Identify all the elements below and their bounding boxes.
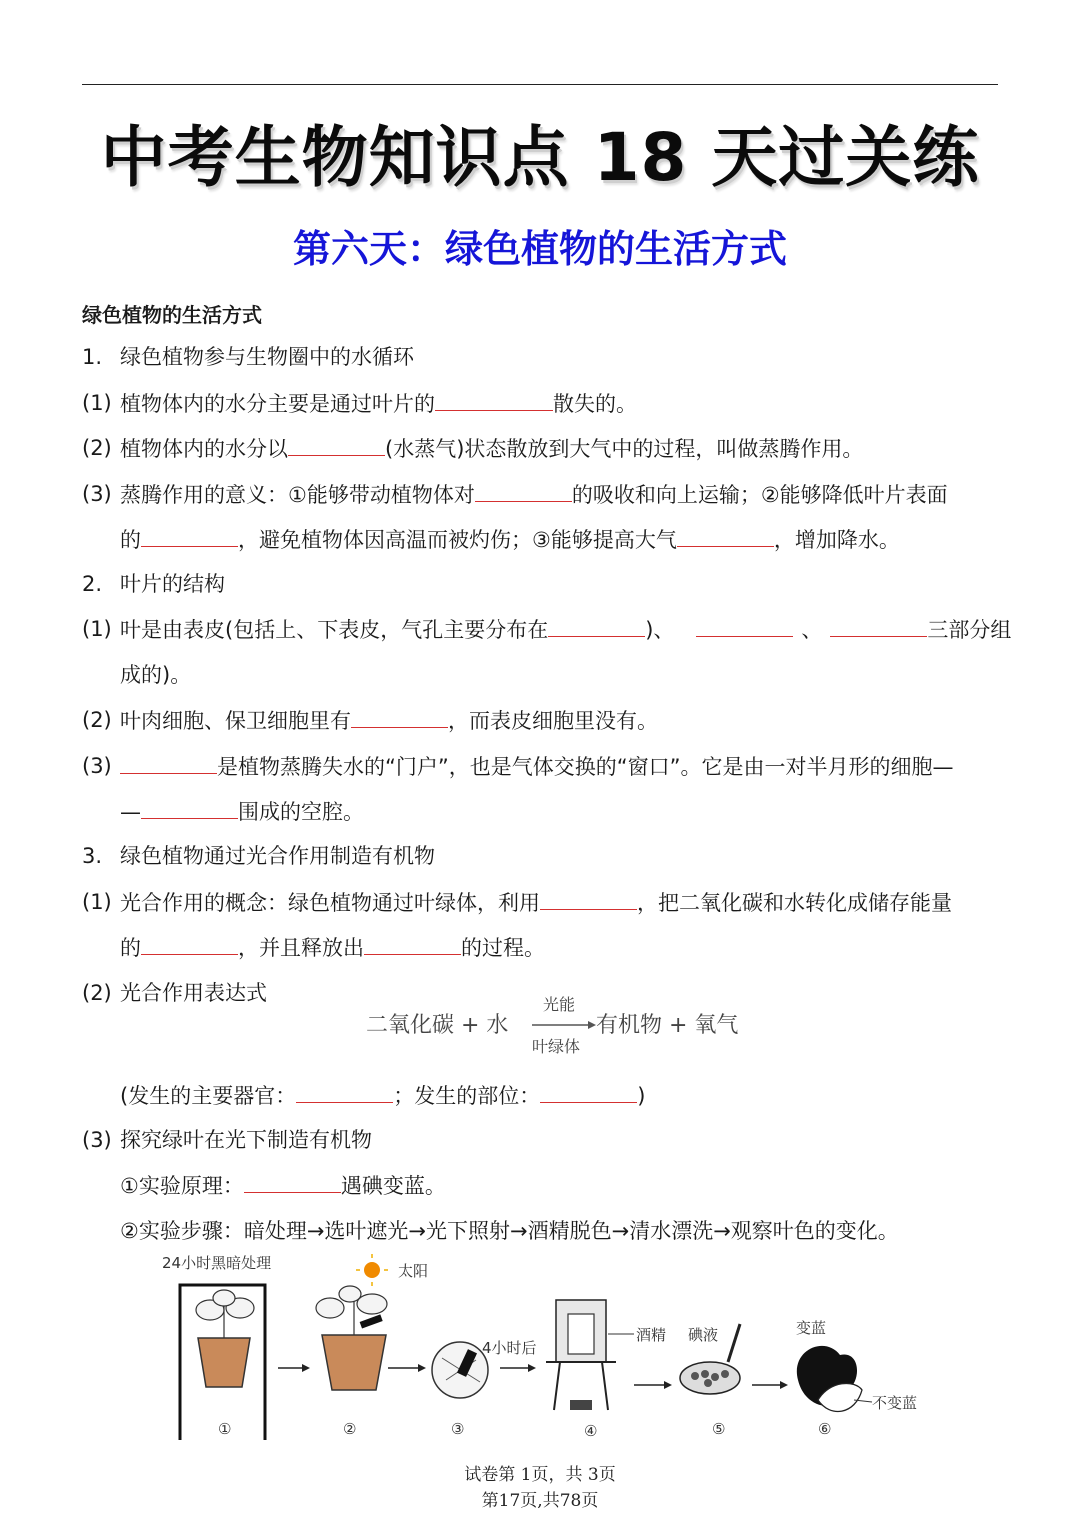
item-number: (1) (82, 617, 112, 641)
answer-blank[interactable] (288, 433, 385, 456)
item-number: (2) (82, 708, 112, 732)
question-text: ，并且释放出 (238, 936, 364, 960)
question-text: ，把二氧化碳和水转化成储存能量 (637, 891, 952, 915)
sun-icon (364, 1262, 380, 1278)
answer-blank[interactable] (540, 887, 637, 910)
question-text: 植物体内的水分主要是通过叶片的 (120, 392, 435, 416)
question-text: 光合作用的概念：绿色植物通过叶绿体，利用 (120, 891, 540, 915)
question-text: ) (637, 1084, 646, 1108)
flower-pot-2 (322, 1335, 386, 1390)
label-not-blue: 不变蓝 (872, 1394, 918, 1412)
question-text: 叶肉细胞、保卫细胞里有 (120, 709, 351, 733)
item-3-2-organ (120, 1080, 645, 1111)
photosynthesis-equation (360, 990, 760, 1060)
label-alcohol: 酒精 (636, 1326, 667, 1344)
step-number: ⑥ (818, 1420, 832, 1438)
item-3-3: 探究绿叶在光下制造有机物 (120, 1128, 372, 1152)
equation-arrow-head (588, 1021, 596, 1029)
step-number: ⑤ (712, 1420, 726, 1438)
item-3-1-cont (120, 932, 545, 963)
small-beaker (568, 1314, 594, 1354)
item-3-3-steps: ②实验步骤：暗处理→选叶遮光→光下照射→酒精脱色→清水漂洗→观察叶色的变化。 (120, 1219, 899, 1243)
item-2-3 (120, 751, 954, 782)
answer-blank[interactable] (830, 614, 927, 637)
question-text: 、 (801, 618, 823, 642)
answer-blank[interactable] (141, 524, 238, 547)
question-text: 的过程。 (461, 936, 545, 960)
black-paper (360, 1314, 383, 1328)
item-number: 1. (82, 345, 103, 369)
answer-blank[interactable] (677, 524, 774, 547)
answer-blank[interactable] (364, 932, 461, 955)
item-3-2: 光合作用表达式 (120, 981, 267, 1005)
question-text: 散失的。 (553, 392, 637, 416)
question-text: — (120, 800, 141, 824)
question-text: (发生的主要器官： (120, 1084, 297, 1108)
item-1-text: 绿色植物参与生物圈中的水循环 (120, 345, 414, 369)
item-number: (3) (82, 482, 112, 506)
step-number: ② (343, 1420, 357, 1438)
item-1-3 (120, 479, 948, 510)
item-1 (82, 342, 102, 372)
answer-blank[interactable] (548, 614, 645, 637)
item-2-2 (120, 705, 658, 736)
experiment-diagram (150, 1250, 940, 1445)
step-arrow (278, 1364, 310, 1372)
item-number: (2) (82, 436, 112, 460)
step-arrow (634, 1381, 672, 1389)
petri-dish (680, 1362, 740, 1394)
question-text: 的吸收和向上运输；②能够降低叶片表面 (571, 483, 948, 507)
equation-reactants: 二氧化碳 + 水 (366, 1013, 509, 1038)
page-subtitle: 第六天：绿色植物的生活方式 (292, 227, 787, 271)
answer-blank[interactable] (696, 614, 793, 637)
question-text: 围成的空腔。 (238, 800, 364, 824)
equation-condition-above: 光能 (543, 995, 576, 1014)
answer-blank[interactable] (351, 705, 448, 728)
step-number: ④ (584, 1422, 598, 1440)
section-heading: 绿色植物的生活方式 (82, 303, 262, 327)
step-number: ① (218, 1420, 232, 1438)
plant-1 (196, 1290, 254, 1338)
question-text: ①实验原理： (120, 1174, 244, 1198)
answer-blank[interactable] (475, 479, 572, 502)
question-text: 遇碘变蓝。 (340, 1174, 446, 1198)
item-number: (1) (82, 391, 112, 415)
dropper (728, 1324, 740, 1362)
question-text: 蒸腾作用的意义：①能够带动植物体对 (120, 483, 475, 507)
item-2-1 (120, 614, 1011, 645)
item-number: (1) (82, 890, 112, 914)
question-text: 是植物蒸腾失水的“门户”，也是气体交换的“窗口”。它是由一对半月形的细胞— (217, 755, 954, 779)
label-iodine: 碘液 (688, 1326, 719, 1344)
label-dark-treatment: 24小时黑暗处理 (162, 1254, 272, 1272)
question-text: 植物体内的水分以 (120, 437, 288, 461)
question-text: ，而表皮细胞里没有。 (448, 709, 658, 733)
question-text: )、 (645, 618, 675, 642)
item-number: (2) (82, 981, 112, 1005)
item-3-1 (120, 887, 952, 918)
question-text: 叶是由表皮(包括上、下表皮，气孔主要分布在 (120, 618, 549, 642)
item-2-3-cont (120, 796, 364, 827)
item-1-3-cont (120, 524, 900, 555)
label-4-hours: 4小时后 (482, 1339, 537, 1357)
question-text: ，避免植物体因高温而被灼伤；③能够提高大气 (238, 528, 677, 552)
item-1-1 (120, 388, 637, 419)
item-number: 2. (82, 572, 103, 596)
question-text: 的 (120, 528, 141, 552)
item-2-1-cont: 成的)。 (120, 663, 192, 687)
answer-blank[interactable] (244, 1170, 341, 1193)
item-3-text: 绿色植物通过光合作用制造有机物 (120, 844, 435, 868)
question-text: 三部分组 (927, 618, 1012, 642)
answer-blank[interactable] (141, 796, 238, 819)
answer-blank[interactable] (120, 751, 217, 774)
question-text: ，增加降水。 (773, 528, 900, 552)
item-number: (3) (82, 754, 112, 778)
step-arrow (500, 1364, 536, 1372)
step-arrow (388, 1364, 426, 1372)
top-rule (82, 84, 998, 85)
answer-blank[interactable] (296, 1080, 393, 1103)
item-number: (3) (82, 1128, 112, 1152)
answer-blank[interactable] (540, 1080, 637, 1103)
label-turns-blue: 变蓝 (796, 1319, 827, 1337)
answer-blank[interactable] (435, 388, 553, 411)
label-sun: 太阳 (398, 1262, 429, 1280)
alcohol-lamp (570, 1400, 592, 1410)
step-number: ③ (451, 1420, 465, 1438)
step-arrow (752, 1381, 788, 1389)
item-3-3-principle (120, 1170, 446, 1201)
question-text: 的 (120, 936, 141, 960)
item-1-2 (120, 433, 863, 464)
equation-products: 有机物 + 氧气 (596, 1013, 739, 1038)
page-title: 中考生物知识点 18 天过关练 (100, 119, 980, 196)
item-2-text: 叶片的结构 (120, 572, 225, 596)
question-text: ；发生的部位： (393, 1084, 541, 1108)
item-number: 3. (82, 844, 103, 868)
flower-pot-1 (198, 1338, 250, 1387)
footer-page-count: 试卷第 1页，共 3页 (464, 1465, 616, 1485)
plant-2 (316, 1286, 387, 1335)
answer-blank[interactable] (141, 932, 238, 955)
question-text: (水蒸气)状态散放到大气中的过程，叫做蒸腾作用。 (385, 437, 864, 461)
equation-condition-below: 叶绿体 (532, 1037, 581, 1056)
footer-total-pages: 第17页,共78页 (481, 1491, 599, 1511)
